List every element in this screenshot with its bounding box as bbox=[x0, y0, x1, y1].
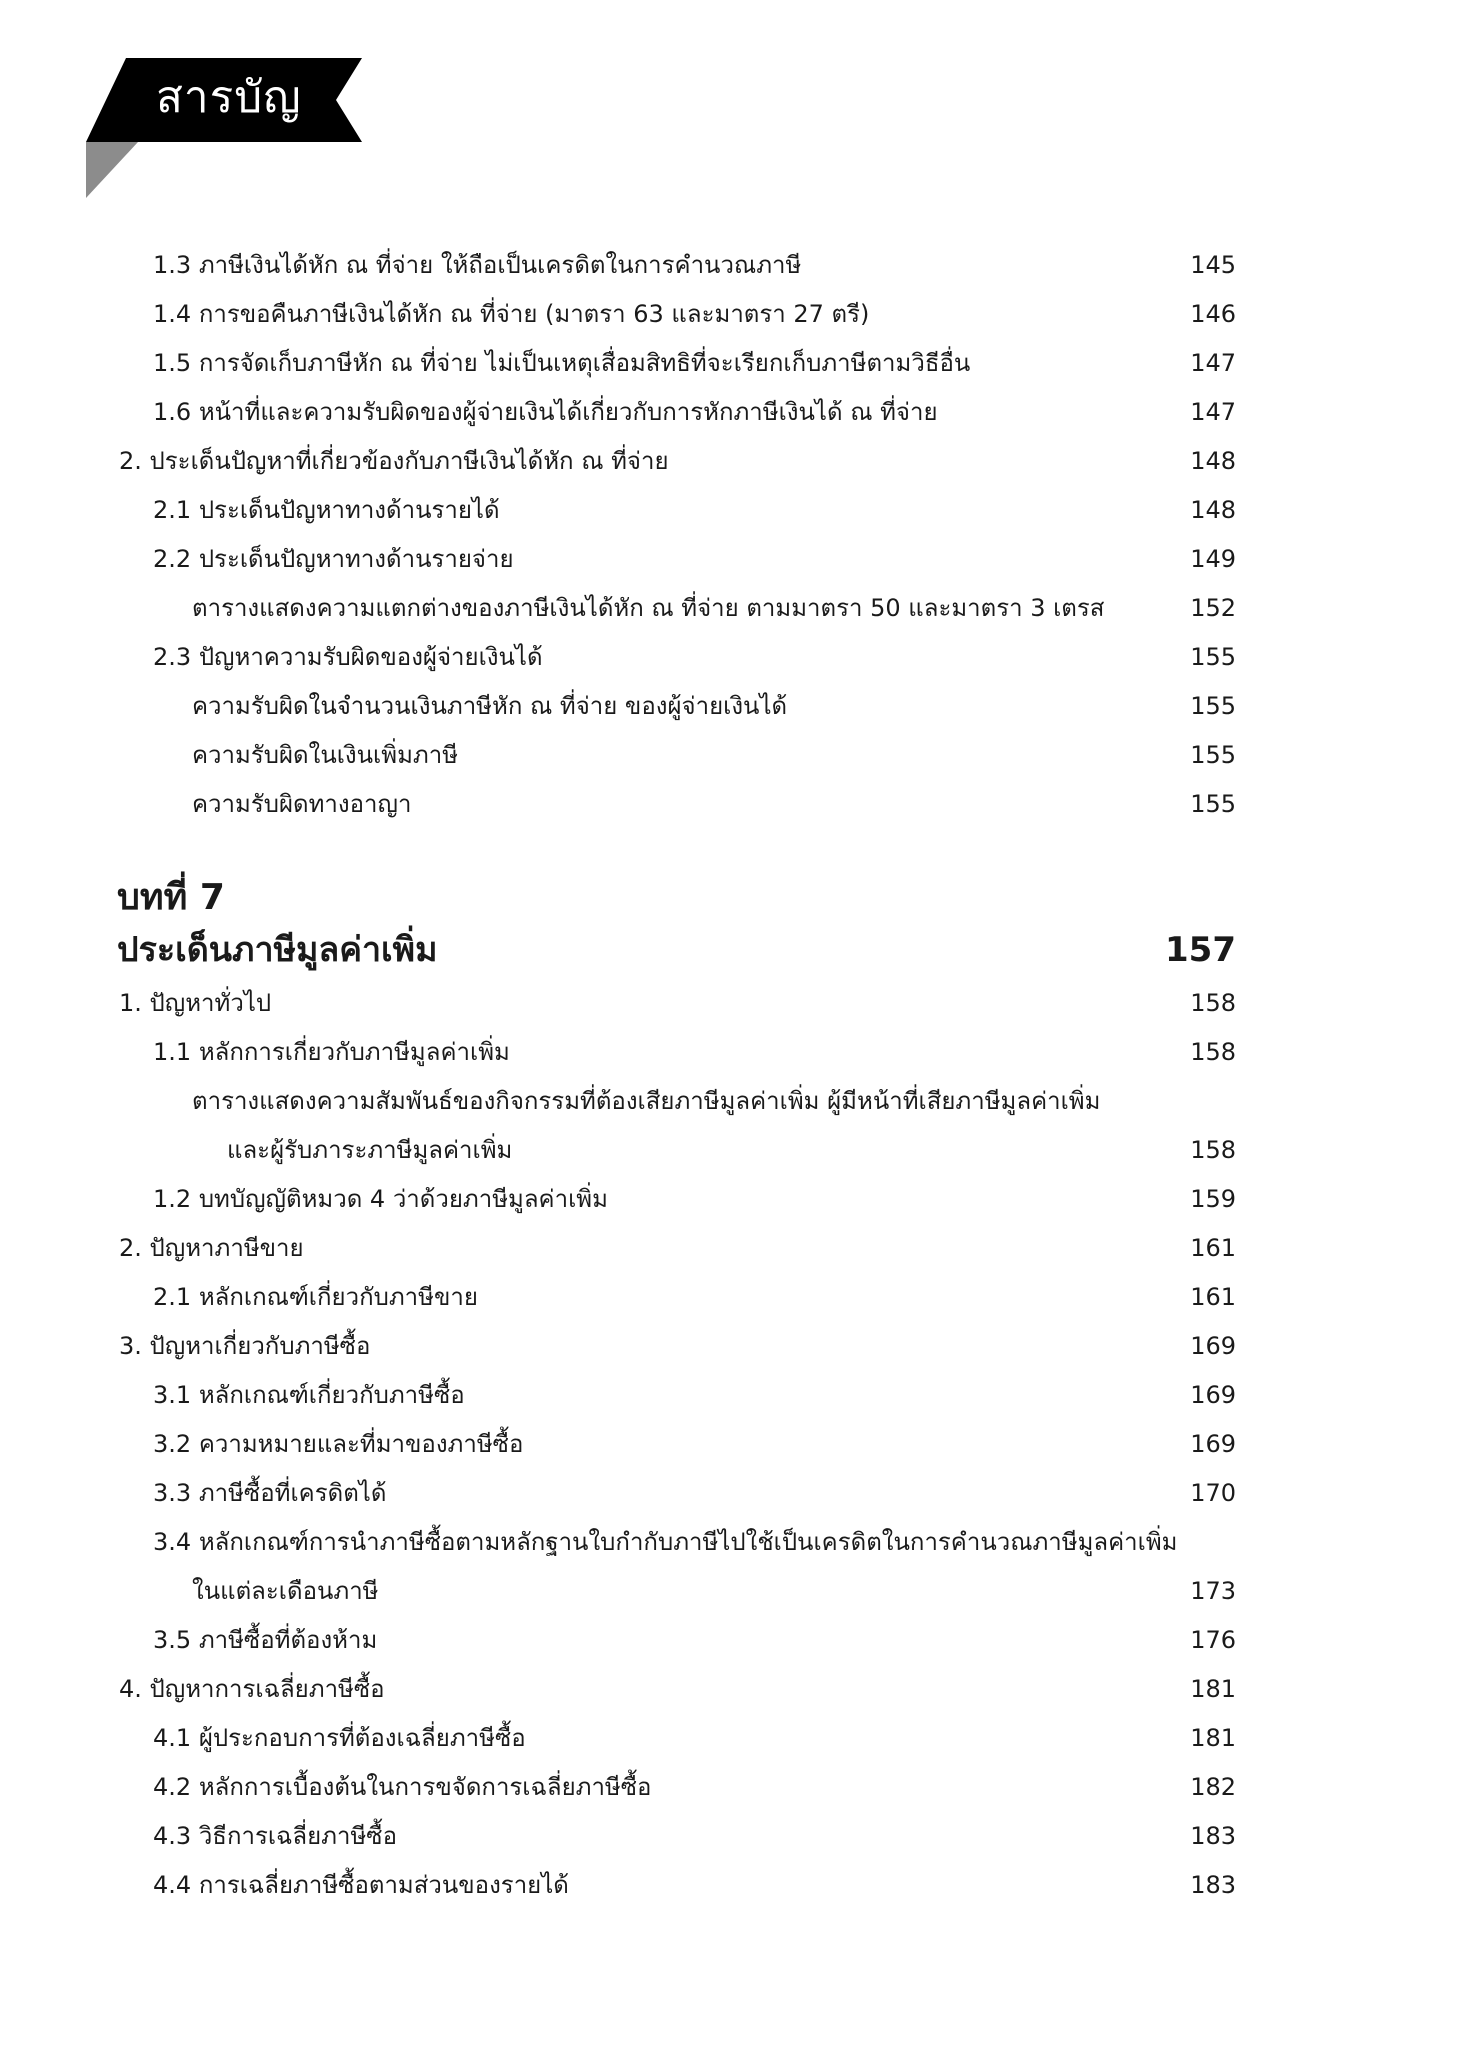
toc-page-number: 182 bbox=[1190, 1773, 1236, 1801]
toc-entry-text: 4.1 ผู้ประกอบการที่ต้องเฉลี่ยภาษีซื้อ bbox=[153, 1724, 526, 1752]
toc-page-number: 148 bbox=[1190, 447, 1236, 475]
toc-entry[interactable] bbox=[0, 245, 1457, 285]
toc-entry-text: 4.3 วิธีการเฉลี่ยภาษีซื้อ bbox=[153, 1822, 397, 1850]
toc-page-number: 169 bbox=[1190, 1332, 1236, 1360]
toc-page-number: 148 bbox=[1190, 496, 1236, 524]
toc-entry[interactable] bbox=[0, 784, 1457, 824]
toc-page-number: 158 bbox=[1190, 989, 1236, 1017]
toc-entry-text: ความรับผิดทางอาญา bbox=[192, 790, 412, 818]
toc-entry[interactable] bbox=[0, 735, 1457, 775]
toc-entry-text: 2.1 ประเด็นปัญหาทางด้านรายได้ bbox=[153, 496, 500, 524]
toc-entry-text: 1.5 การจัดเก็บภาษีหัก ณ ที่จ่าย ไม่เป็นเหตุเสื่อมสิทธิที่จะเรียกเก็บภาษีตามวิธีอื่น bbox=[153, 349, 971, 377]
toc-entry[interactable] bbox=[0, 588, 1457, 628]
toc-entry-text: ในแต่ละเดือนภาษี bbox=[192, 1577, 379, 1605]
toc-page-number: 183 bbox=[1190, 1822, 1236, 1850]
toc-page-number: 181 bbox=[1190, 1724, 1236, 1752]
toc-entry[interactable] bbox=[0, 1326, 1457, 1366]
toc-entry[interactable] bbox=[0, 1620, 1457, 1660]
chapter-title: ประเด็นภาษีมูลค่าเพิ่ม bbox=[117, 930, 438, 970]
toc-entry[interactable] bbox=[0, 1865, 1457, 1905]
chapter-page-number: 157 bbox=[1165, 930, 1236, 970]
toc-entry-text: 3.2 ความหมายและที่มาของภาษีซื้อ bbox=[153, 1430, 524, 1458]
toc-entry-text: 2. ประเด็นปัญหาที่เกี่ยวข้องกับภาษีเงินได้หัก ณ ที่จ่าย bbox=[119, 447, 669, 475]
toc-entry[interactable] bbox=[0, 983, 1457, 1023]
toc-entry-text: 3.1 หลักเกณฑ์เกี่ยวกับภาษีซื้อ bbox=[153, 1381, 465, 1409]
toc-entry[interactable] bbox=[0, 490, 1457, 530]
toc-page-number: 169 bbox=[1190, 1381, 1236, 1409]
toc-entry[interactable] bbox=[0, 686, 1457, 726]
toc-page-number: 161 bbox=[1190, 1283, 1236, 1311]
toc-entry-text: 1.4 การขอคืนภาษีเงินได้หัก ณ ที่จ่าย (มาตรา 63 และมาตรา 27 ตรี) bbox=[153, 300, 870, 328]
toc-page-number: 155 bbox=[1190, 643, 1236, 671]
toc-page-number: 181 bbox=[1190, 1675, 1236, 1703]
toc-entry-text: ตารางแสดงความแตกต่างของภาษีเงินได้หัก ณ ที่จ่าย ตามมาตรา 50 และมาตรา 3 เตรส bbox=[192, 594, 1105, 622]
toc-entry[interactable] bbox=[0, 392, 1457, 432]
toc-entry[interactable] bbox=[0, 539, 1457, 579]
toc-page-number: 146 bbox=[1190, 300, 1236, 328]
toc-page-number: 152 bbox=[1190, 594, 1236, 622]
toc-entry[interactable] bbox=[0, 1718, 1457, 1758]
page-title: สารบัญ bbox=[156, 72, 302, 123]
toc-entry[interactable] bbox=[0, 441, 1457, 481]
toc-page-number: 173 bbox=[1190, 1577, 1236, 1605]
toc-entry[interactable] bbox=[0, 1375, 1457, 1415]
toc-entry-line[interactable] bbox=[0, 1522, 1457, 1562]
toc-entry[interactable] bbox=[0, 1179, 1457, 1219]
toc-entry[interactable] bbox=[0, 1424, 1457, 1464]
toc-entry[interactable] bbox=[0, 294, 1457, 334]
toc-entry-line[interactable] bbox=[0, 1081, 1457, 1121]
toc-entry[interactable] bbox=[0, 1816, 1457, 1856]
toc-entry-text: 1.1 หลักการเกี่ยวกับภาษีมูลค่าเพิ่ม bbox=[153, 1038, 510, 1066]
toc-entry-text: 3. ปัญหาเกี่ยวกับภาษีซื้อ bbox=[119, 1332, 371, 1360]
toc-entry[interactable] bbox=[0, 1277, 1457, 1317]
toc-entry[interactable] bbox=[0, 343, 1457, 383]
toc-entry-text: ตารางแสดงความสัมพันธ์ของกิจกรรมที่ต้องเสียภาษีมูลค่าเพิ่ม ผู้มีหน้าที่เสียภาษีมูลค่าเพิ่ม bbox=[192, 1087, 1101, 1115]
toc-entry[interactable] bbox=[0, 1473, 1457, 1513]
chapter-label: บทที่ 7 bbox=[117, 877, 225, 918]
toc-entry-text: 2. ปัญหาภาษีขาย bbox=[119, 1234, 304, 1262]
chapter-heading[interactable] bbox=[0, 925, 1457, 975]
toc-entry-text: 1.3 ภาษีเงินได้หัก ณ ที่จ่าย ให้ถือเป็นเครดิตในการคำนวณภาษี bbox=[153, 251, 802, 279]
toc-entry[interactable] bbox=[0, 1228, 1457, 1268]
toc-entry-text: 4.2 หลักการเบื้องต้นในการขจัดการเฉลี่ยภาษีซื้อ bbox=[153, 1773, 652, 1801]
toc-entry[interactable] bbox=[0, 1767, 1457, 1807]
toc-page-number: 158 bbox=[1190, 1136, 1236, 1164]
toc-page-number: 169 bbox=[1190, 1430, 1236, 1458]
toc-page-number: 161 bbox=[1190, 1234, 1236, 1262]
toc-page-number: 170 bbox=[1190, 1479, 1236, 1507]
toc-entry-text: 4. ปัญหาการเฉลี่ยภาษีซื้อ bbox=[119, 1675, 385, 1703]
toc-page-number: 158 bbox=[1190, 1038, 1236, 1066]
toc-entry-text: 1.6 หน้าที่และความรับผิดของผู้จ่ายเงินได้เกี่ยวกับการหักภาษีเงินได้ ณ ที่จ่าย bbox=[153, 398, 938, 426]
toc-entry-text: 3.3 ภาษีซื้อที่เครดิตได้ bbox=[153, 1479, 387, 1507]
toc-page-number: 183 bbox=[1190, 1871, 1236, 1899]
toc-entry-text: 2.3 ปัญหาความรับผิดของผู้จ่ายเงินได้ bbox=[153, 643, 543, 671]
toc-entry-text: 2.1 หลักเกณฑ์เกี่ยวกับภาษีขาย bbox=[153, 1283, 478, 1311]
toc-entry-text: 3.5 ภาษีซื้อที่ต้องห้าม bbox=[153, 1626, 378, 1654]
toc-page-number: 155 bbox=[1190, 790, 1236, 818]
toc-page-number: 147 bbox=[1190, 398, 1236, 426]
toc-entry[interactable] bbox=[0, 1669, 1457, 1709]
toc-entry[interactable] bbox=[0, 637, 1457, 677]
toc-page-number: 155 bbox=[1190, 692, 1236, 720]
header-banner bbox=[86, 58, 362, 142]
toc-entry-text: ความรับผิดในจำนวนเงินภาษีหัก ณ ที่จ่าย ของผู้จ่ายเงินได้ bbox=[192, 692, 788, 720]
toc-entry-text: 4.4 การเฉลี่ยภาษีซื้อตามส่วนของรายได้ bbox=[153, 1871, 569, 1899]
toc-entry-text: 1. ปัญหาทั่วไป bbox=[119, 989, 272, 1017]
toc-page-number: 159 bbox=[1190, 1185, 1236, 1213]
toc-page-number: 147 bbox=[1190, 349, 1236, 377]
toc-entry-text: และผู้รับภาระภาษีมูลค่าเพิ่ม bbox=[227, 1136, 513, 1164]
toc-page-number: 155 bbox=[1190, 741, 1236, 769]
toc-page-number: 145 bbox=[1190, 251, 1236, 279]
toc-entry-text: 3.4 หลักเกณฑ์การนำภาษีซื้อตามหลักฐานใบกำกับภาษีไปใช้เป็นเครดิตในการคำนวณภาษีมูลค่าเพิ่ม bbox=[153, 1528, 1178, 1556]
toc-page-number: 176 bbox=[1190, 1626, 1236, 1654]
toc-entry-text: 1.2 บทบัญญัติหมวด 4 ว่าด้วยภาษีมูลค่าเพิ่ม bbox=[153, 1185, 608, 1213]
toc-entry[interactable] bbox=[0, 1032, 1457, 1072]
toc-page-number: 149 bbox=[1190, 545, 1236, 573]
toc-entry-text: 2.2 ประเด็นปัญหาทางด้านรายจ่าย bbox=[153, 545, 514, 573]
toc-entry-text: ความรับผิดในเงินเพิ่มภาษี bbox=[192, 741, 459, 769]
toc-entry[interactable] bbox=[0, 1130, 1457, 1170]
toc-entry[interactable] bbox=[0, 1571, 1457, 1611]
